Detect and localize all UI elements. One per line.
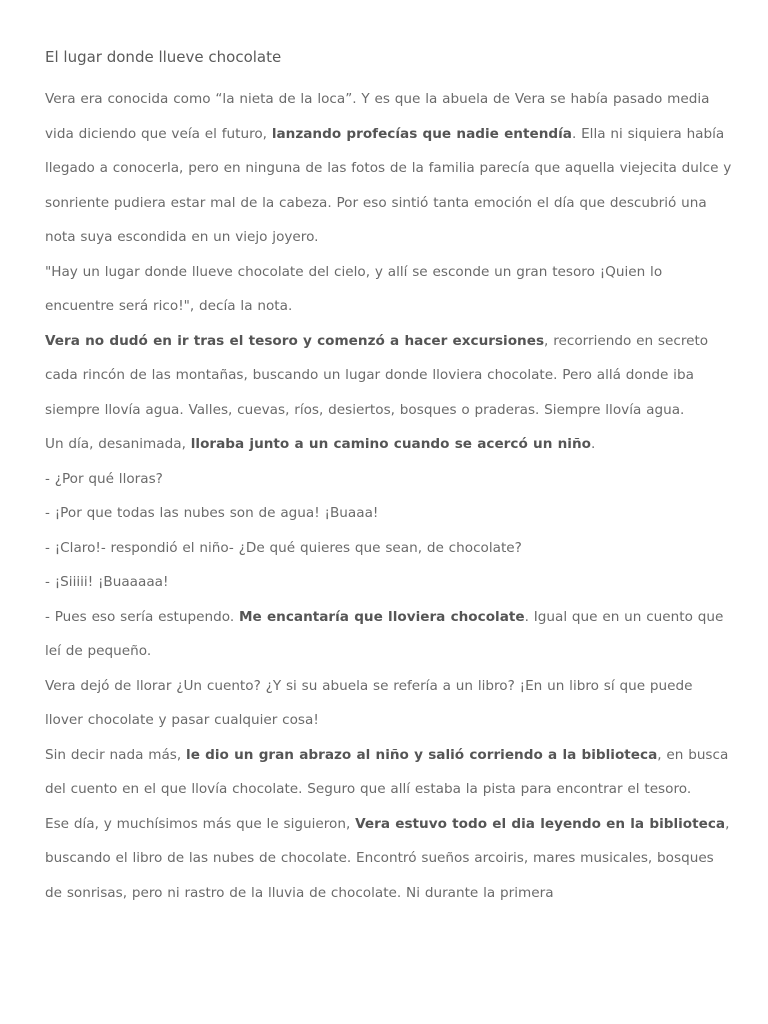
text-run: . Igual que en un cuento que leí de pequeño. — [45, 608, 724, 659]
paragraph — [45, 531, 735, 566]
paragraph — [45, 427, 735, 462]
text-run: - Pues eso sería estupendo. — [45, 608, 239, 625]
text-run: , en busca del cuento en el que llovía chocolate. Seguro que allí estaba la pista para encontrar el tesoro. — [45, 746, 729, 797]
text-run: - ¡Siiiii! ¡Buaaaaa! — [45, 574, 169, 590]
text-run: - ¡Por que todas las nubes son de agua! ¡Buaaa! — [45, 505, 379, 521]
paragraph — [45, 738, 735, 807]
text-run: , recorriendo en secreto cada rincón de las montañas, buscando un lugar donde lloviera chocolate. Pero allá donde iba siempre llovía agua. Valles, cuevas, ríos, desiertos, bosques o praderas. Siempre llovía agua. — [45, 332, 709, 418]
paragraph — [45, 255, 735, 324]
text-run: Vera dejó de llorar ¿Un cuento? ¿Y si su abuela se refería a un libro? ¡En un libro sí que puede llover chocolate y pasar cualquier cosa! — [45, 677, 693, 728]
paragraph — [45, 600, 735, 669]
document-title: El lugar donde llueve chocolate — [45, 48, 282, 66]
bold-text: lanzando profecías que nadie entendía — [271, 125, 572, 142]
text-run: Un día, desanimada, — [45, 436, 191, 452]
paragraph — [45, 324, 735, 428]
bold-text: lloraba junto a un camino cuando se acercó un niño — [190, 436, 591, 452]
bold-text: le dio un gran abrazo al niño y salió corriendo a la biblioteca — [186, 746, 658, 763]
text-run: - ¡Claro!- respondió el niño- ¿De qué quieres que sean, de chocolate? — [45, 539, 522, 556]
paragraph — [45, 462, 735, 497]
document-page — [45, 40, 735, 910]
text-run: Vera era conocida como “la nieta de la loca”. Y es que la abuela de Vera se había pasado media vida diciendo que veía el futuro, — [45, 91, 710, 142]
text-run: Sin decir nada más, — [45, 746, 187, 763]
text-run: Ese día, y muchísimos más que le siguieron, — [45, 815, 356, 832]
paragraph — [45, 565, 735, 600]
bold-text: Me encantaría que lloviera chocolate — [238, 608, 525, 625]
text-run: , buscando el libro de las nubes de chocolate. Encontró sueños arcoiris, mares musicales, bosques de sonrisas, pero ni rastro de la lluvia de chocolate. Ni durante la primera — [45, 815, 730, 901]
bold-text: Vera estuvo todo el dia leyendo en la biblioteca — [355, 815, 726, 832]
paragraph — [45, 82, 735, 255]
document-body — [45, 82, 735, 910]
bold-text: Vera no dudó en ir tras el tesoro y comenzó a hacer excursiones — [45, 332, 545, 349]
paragraph — [45, 669, 735, 738]
text-run: . — [590, 436, 596, 452]
text-run: . Ella ni siquiera había llegado a conocerla, pero en ninguna de las fotos de la familia parecía que aquella viejecita dulce y sonriente pudiera estar mal de la cabeza. Por eso sintió tanta emoción el día que descubrió una nota suya escondida en un viejo joyero. — [45, 125, 732, 245]
text-run: - ¿Por qué lloras? — [45, 470, 163, 487]
paragraph — [45, 496, 735, 531]
text-run: "Hay un lugar donde llueve chocolate del cielo, y allí se esconde un gran tesoro ¡Quien lo encuentre será rico!", decía la nota. — [45, 263, 663, 314]
paragraph — [45, 807, 735, 911]
